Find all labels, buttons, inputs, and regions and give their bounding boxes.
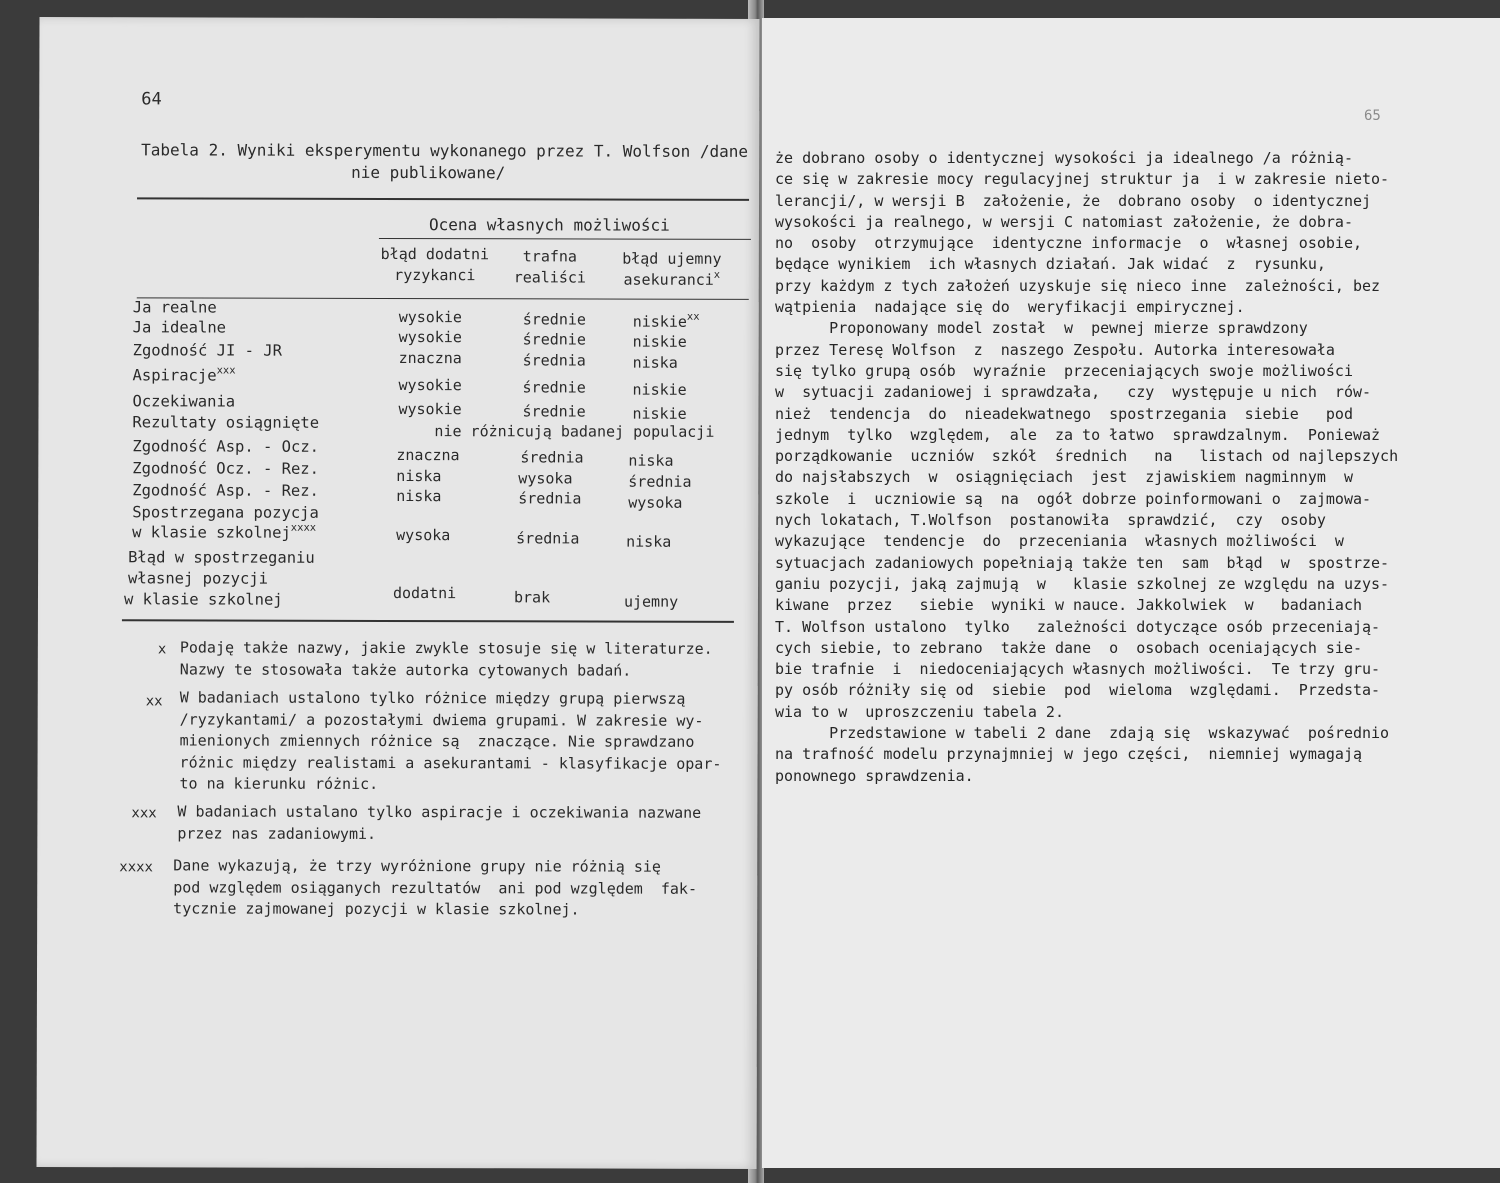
cell-c1: wysokie xyxy=(398,376,462,395)
cell-c3: niskie xyxy=(632,332,687,351)
group-header-rule xyxy=(379,238,751,240)
col-header-line: trafna xyxy=(522,247,577,266)
footnote-mark: xxxx xyxy=(119,859,154,876)
row-label: Ja idealne xyxy=(132,318,227,337)
cell-c3: niskie xyxy=(632,380,687,399)
left-page xyxy=(36,17,759,1169)
row-label-text: Aspiracje xyxy=(132,366,217,385)
row-label: Zgodność Ocz. - Rez. xyxy=(132,459,319,478)
row-label: Błąd w spostrzeganiu xyxy=(128,548,315,567)
cell-c1: znaczna xyxy=(398,349,462,368)
cell-c1: znaczna xyxy=(396,445,460,465)
cell-c3: niska xyxy=(632,353,678,372)
cell-c2: średnie xyxy=(522,310,586,329)
cell-c3: wysoka xyxy=(628,493,683,512)
cell-span: nie różnicują badanej populacji xyxy=(434,422,715,441)
footnote-ref: xx xyxy=(686,310,700,323)
row-label-text: w klasie szkolnej xyxy=(132,523,291,542)
page-number: 65 xyxy=(1364,108,1381,124)
cell-c1: niska xyxy=(396,466,442,486)
col-header-ryzykanci xyxy=(375,244,495,286)
col-header-line: błąd ujemny xyxy=(622,249,722,268)
footnote-ref: x xyxy=(713,268,721,281)
col-header-line: ryzykanci xyxy=(394,265,476,285)
cell-c1: dodatni xyxy=(392,583,457,603)
cell-c3 xyxy=(632,310,700,331)
table-bottom-rule xyxy=(122,619,734,623)
row-label: Oczekiwania xyxy=(132,392,236,411)
footnote-text: W badaniach ustalono tylko różnice między grupą pierwszą /ryzykantami/ a pozostałymi dwiema grupami. W zakresie wy- mienionych zmiennych różnice są znaczące. Nie sprawdzano różnic między realistami a asekurantami - klasyfikacje opar- to na kierunku różnic. xyxy=(179,688,722,793)
table-caption: Tabela 2. Wyniki eksperymentu wykonanego przez T. Wolfson /dane xyxy=(141,140,749,161)
col-header-text: asekuranci xyxy=(623,270,714,289)
row-label: własnej pozycji xyxy=(128,569,269,588)
cell-c3: niska xyxy=(626,532,672,551)
col-header-realisci xyxy=(505,246,595,288)
footnote-text: W badaniach ustalano tylko aspiracje i oczekiwania nazwane przez nas zadaniowymi. xyxy=(177,802,702,843)
col-header-asekuranci xyxy=(617,249,727,293)
cell-c3: niskie xyxy=(632,404,687,423)
footnote-text: Podaję także nazwy, jakie zwykle stosuje się w literaturze. Nazwy te stosowała także autorka cytowanych badań. xyxy=(179,638,713,680)
cell-c2: średnia xyxy=(522,351,586,370)
row-label: Zgodność Asp. - Ocz. xyxy=(132,437,320,456)
footnote-ref: xxxx xyxy=(290,521,317,534)
row-label xyxy=(132,522,316,545)
cell-c2: średnia xyxy=(516,529,580,548)
table-top-rule xyxy=(137,197,749,201)
cell-c1: wysokie xyxy=(398,400,462,419)
cell-c3: niska xyxy=(628,451,674,470)
footnote-mark: xx xyxy=(145,693,163,710)
footnote-ref: xxx xyxy=(216,364,236,377)
cell-c2: wysoka xyxy=(518,469,573,488)
group-header: Ocena własnych możliwości xyxy=(428,215,670,235)
cell-c2: średnie xyxy=(522,330,586,349)
row-label: Rezultaty osiągnięte xyxy=(132,413,320,432)
cell-c3: średnia xyxy=(628,472,692,491)
page-number: 64 xyxy=(141,89,162,110)
cell-c2: średnie xyxy=(522,402,586,421)
footnote-text: Dane wykazują, że trzy wyróżnione grupy nie różnią się pod względem osiąganych rezultatów ani pod względem fak- tycznie zajmowanej pozycji w klasie szkolnej. xyxy=(173,856,698,919)
row-label xyxy=(133,365,236,388)
row-label: Ja realne xyxy=(132,298,217,317)
footnote-mark: x xyxy=(157,641,167,658)
cell-c2: średnie xyxy=(522,378,586,397)
row-label: w klasie szkolnej xyxy=(123,590,283,609)
col-header-line: realiści xyxy=(513,268,586,287)
cell-c1: wysoka xyxy=(396,525,451,545)
cell-c1: wysokie xyxy=(398,308,462,327)
body-text: że dobrano osoby o identycznej wysokości ja idealnego /a różnią- ce się w zakresie mocy regulacyjnej struktur ja i w zakresie nieto- lerancji/, w wersji B założenie, że dobrano osoby o identycznej wysokości ja realnego, w wersji C natomiast założenie, że dobra- no osoby otrzymujące identyczne informacje o własnej osobie, będące wynikiem ich własnych działań. Jak widać z rysunku, przy każdym z tych założeń uzyskuje się nieco inne zależności, bez wątpienia nadające się do weryfikacji empirycznej. Proponowany model został w pewnej mierze sprawdzony przez Teresę Wolfson z naszego Zespołu. Autorka interesowała się tylko grupą osób wyraźnie przeceniających swoje możliwości w sytuacji zadaniowej i sprawdzała, czy występuje u nich rów- nież tendencja do nieadekwatnego spostrzegania siebie pod jednym tylko względem, ale za to łatwo sprawdzalnym. Ponieważ porządkowanie uczniów szkół średnich na listach od najlepszych do najsłabszych w osiągnięciach jest zjawiskiem nagminnym w szkole i uczniowie są na ogół dobrze poinformowani o zajmowa- nych lokatach, T.Wolfson postanowiła sprawdzić, czy osoby wykazujące tendencje do przeceniania własnych możliwości w sytuacjach zadaniowych popełniają także ten sam błąd w spostrze- ganiu pozycji, jaką zajmują w klasie szkolnej ze względu na uzys- kiwane przez siebie wyniki w nauce. Jakkolwiek w badaniach T. Wolfson ustalono tylko zależności dotyczące osób przeceniają- cych siebie, to zebrano także dane o osobach oceniających sie- bie trafnie i niedoceniających własnych możliwości. Te trzy gru- py osób różniły się od siebie pod wieloma względami. Przedsta- wia to w uproszczeniu tabela 2. Przedstawione w tabeli 2 dane zdają się wskazywać pośrednio na trafność modelu przynajmniej w jego części, niemniej wymagają ponownego sprawdzenia. xyxy=(775,149,1399,785)
cell-text: niskie xyxy=(632,312,687,331)
col-header-line xyxy=(617,270,727,293)
table-header-rule xyxy=(137,297,749,300)
row-label: Zgodność JI - JR xyxy=(132,341,282,360)
footnote-mark: xxx xyxy=(131,805,157,822)
col-header-line: błąd dodatni xyxy=(380,244,490,264)
table-caption-cont: nie publikowane/ xyxy=(351,162,506,183)
cell-c2: brak xyxy=(513,588,551,607)
cell-c1: niska xyxy=(396,486,442,506)
cell-c1: wysokie xyxy=(398,328,462,347)
cell-c2: średnia xyxy=(520,448,584,467)
cell-c3: ujemny xyxy=(623,592,679,611)
row-label: Spostrzegana pozycja xyxy=(132,503,319,522)
row-label: Zgodność Asp. - Rez. xyxy=(132,481,319,500)
cell-c2: średnia xyxy=(518,489,582,508)
